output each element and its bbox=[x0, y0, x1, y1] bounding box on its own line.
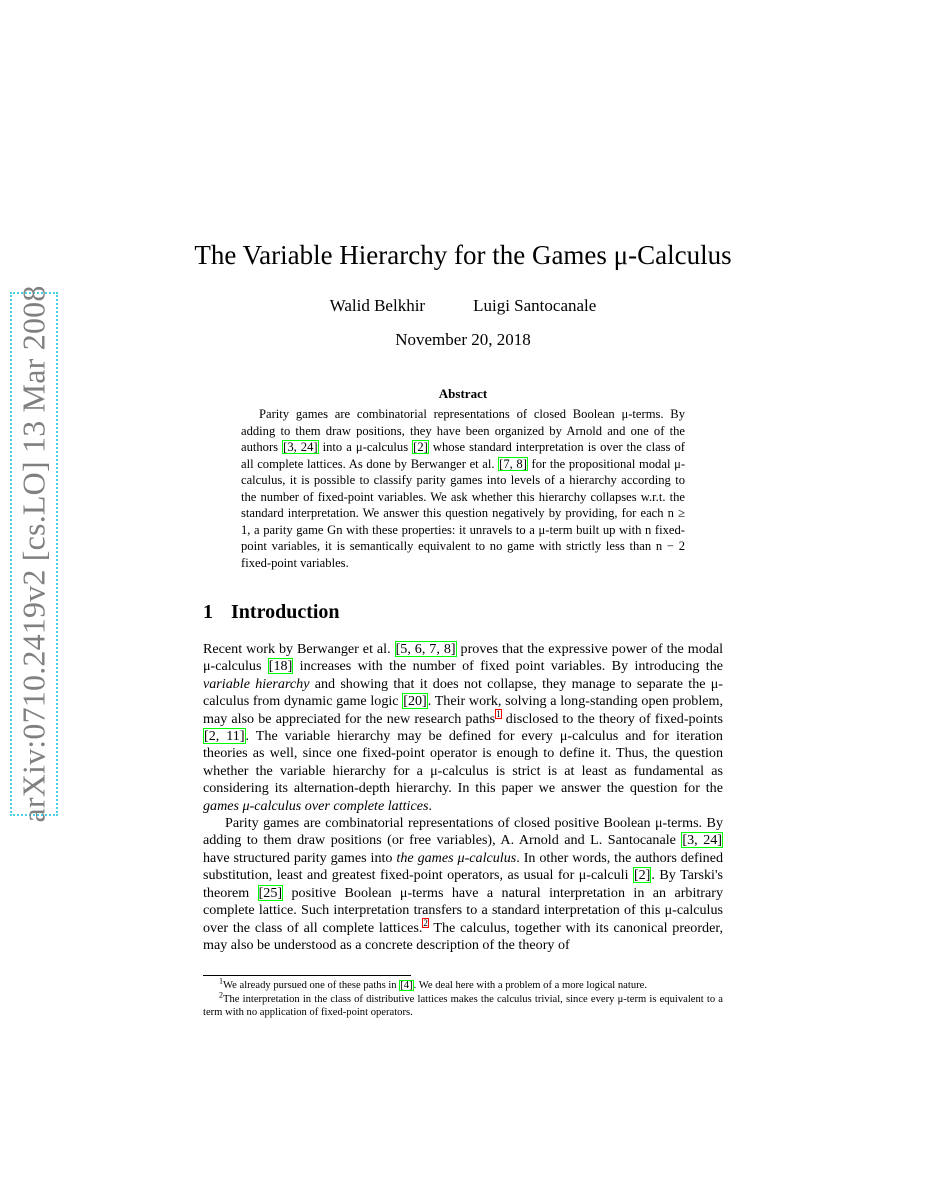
footnotes bbox=[203, 976, 723, 1020]
emphasis: the games μ-calculus bbox=[396, 849, 517, 866]
citation-link[interactable]: [25] bbox=[258, 884, 283, 901]
abstract-text: Parity games are combinatorial representations of closed Boolean μ-terms. By adding to them draw positions, they have been organized by Arnold and one of the authors [3, 24] into a μ-calculus [2] whose standard interpretation is over the class of all complete lattices. As done by Berwanger et al. [7, 8] for the propositional modal μ-calculus, it is possible to classify parity games into levels of a hierarchy according to the number of fixed-point variables. We ask whether this hierarchy collapses w.r.t. the standard interpretation. We answer this question negatively by providing, for each n ≥ 1, a parity game Gn with these properties: it unravels to a μ-term built up with n fixed-point variables, it is semantically equivalent to no game with strictly less than n − 2 fixed-point variables. bbox=[241, 407, 686, 570]
footnote-mark: 2 bbox=[219, 990, 223, 1000]
citation-link[interactable]: [20] bbox=[403, 693, 427, 710]
emphasis: games μ-calculus over complete lattices bbox=[203, 797, 429, 814]
section-title: Introduction bbox=[231, 601, 340, 623]
paper-title: The Variable Hierarchy for the Games μ-Calculus bbox=[194, 240, 732, 270]
citation-link[interactable]: [4] bbox=[400, 980, 413, 991]
footnote: $^1$We already pursued one of these paths in [4]. We deal here with a problem of a more logical nature. bbox=[219, 976, 648, 991]
footnote-mark: 1 bbox=[219, 976, 223, 986]
footnote-ref[interactable]: 1 bbox=[496, 708, 501, 719]
citation-link[interactable]: [2, 11] bbox=[204, 728, 245, 745]
section-heading bbox=[203, 601, 340, 624]
author-name: Walid Belkhir bbox=[329, 296, 426, 315]
arxiv-identifier-stamp bbox=[10, 285, 58, 823]
footnote-rule bbox=[203, 975, 411, 976]
paper-date: November 20, 2018 bbox=[395, 330, 531, 349]
footnote: $^2$The interpretation in the class of distributive lattices makes the calculus trivial, since every μ-term is equivalent to a term with no application of fixed-point operators. bbox=[203, 990, 723, 1019]
citation-link[interactable]: [2] bbox=[413, 440, 428, 454]
citation-link[interactable]: [3, 24] bbox=[283, 440, 318, 454]
citation-link[interactable]: [7, 8] bbox=[499, 456, 527, 471]
citation-link[interactable]: [18] bbox=[268, 658, 293, 675]
citation-link[interactable]: [5, 6, 7, 8] bbox=[395, 641, 456, 657]
author-name: Luigi Santocanale bbox=[473, 296, 597, 315]
emphasis: variable hierarchy bbox=[203, 675, 310, 692]
author-list bbox=[150, 296, 776, 316]
paragraph: Parity games are combinatorial representations of closed positive Boolean μ-terms. By adding to them draw positions (or free variables), A. Arnold and L. Santocanale [3, 24] have structured parity games into the games μ-calculus. In other words, the authors defined substitution, least and greatest fixed-point operators, as usual for μ-calculi [2]. By Tarski's theorem [25] positive Boolean μ-terms have a natural interpretation in an arbitrary complete lattice. Such interpretation transfers to a standard interpretation of this μ-calculus over the class of all complete lattices.$^2$ The calculus, together with its canonical preorder, may also be understood as a concrete description of the theory of bbox=[203, 815, 723, 953]
abstract-heading: Abstract bbox=[438, 386, 488, 401]
citation-link[interactable]: [2] bbox=[633, 867, 651, 884]
paragraph: Recent work by Berwanger et al. [5, 6, 7, 8] proves that the expressive power of the modal μ-calculus [18] increases with the number of fixed point variables. By introducing the variable hierarchy and showing that it does not collapse, they manage to separate the μ-calculus from dynamic game logic [20]. Their work, solving a long-standing open problem, may also be appreciated for the new research paths$^1$ disclosed to the theory of fixed-points [2, 11]. The variable hierarchy may be defined for every μ-calculus and for iteration theories as well, since one fixed-point operator is enough to define it. Thus, the question whether the variable hierarchy for a μ-calculus is strict is at least as fundamental as considering its alternation-depth hierarchy. In this paper we answer the question for the games μ-calculus over complete lattices. bbox=[203, 641, 723, 814]
arxiv-identifier-text: arXiv:0710.2419v2 [cs.LO] 13 Mar 2008 bbox=[15, 285, 52, 823]
citation-link[interactable]: [3, 24] bbox=[682, 832, 722, 849]
footnote-ref[interactable]: 2 bbox=[423, 917, 428, 928]
body-text bbox=[203, 641, 723, 954]
section-number: 1 bbox=[203, 601, 213, 623]
